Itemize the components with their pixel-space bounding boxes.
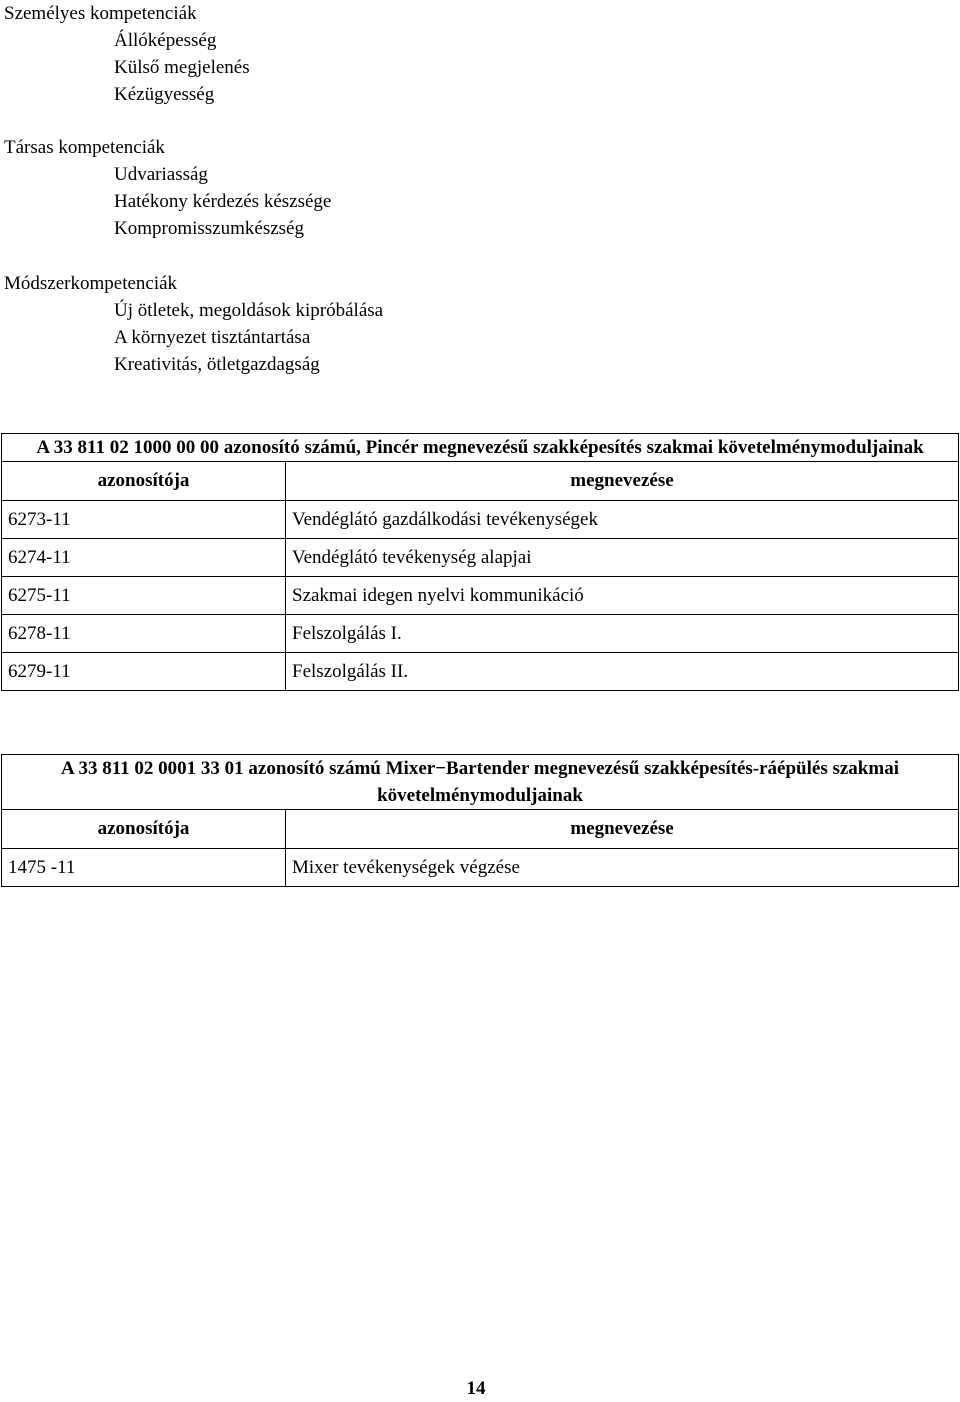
competency-item: Kézügyesség — [114, 84, 215, 105]
module-name: Felszolgálás I. — [286, 615, 959, 653]
module-id: 1475 -11 — [2, 849, 286, 887]
table-header-row — [2, 462, 959, 501]
competency-item: A környezet tisztántartása — [114, 327, 311, 348]
competency-item: Állóképesség — [114, 30, 217, 51]
module-name: Mixer tevékenységek végzése — [286, 849, 959, 887]
table-title-row — [2, 755, 959, 810]
table-row — [2, 653, 959, 691]
table-header-row — [2, 810, 959, 849]
table-row — [2, 577, 959, 615]
module-table-pincer — [1, 433, 959, 691]
table-title: A 33 811 02 1000 00 00 azonosító számú, Pincér megnevezésű szakképesítés szakmai követelménymoduljainak — [2, 434, 959, 462]
competency-item: Kreativitás, ötletgazdagság — [114, 354, 320, 375]
competency-item: Külső megjelenés — [114, 57, 250, 78]
table-title: A 33 811 02 0001 33 01 azonosító számú Mixer−Bartender megnevezésű szakképesítés-ráépülés szakmai követelménymoduljainak — [2, 755, 959, 810]
table-row — [2, 501, 959, 539]
module-name: Vendéglátó tevékenység alapjai — [286, 539, 959, 577]
column-header-name: megnevezése — [286, 462, 959, 501]
table-row — [2, 615, 959, 653]
competency-section-social — [4, 134, 331, 242]
column-header-name: megnevezése — [286, 810, 959, 849]
competency-item: Új ötletek, megoldások kipróbálása — [114, 300, 384, 321]
table-title-row — [2, 434, 959, 462]
module-name: Felszolgálás II. — [286, 653, 959, 691]
module-name: Vendéglátó gazdálkodási tevékenységek — [286, 501, 959, 539]
competency-section-method — [4, 270, 383, 378]
table-row — [2, 849, 959, 887]
section-heading: Módszerkompetenciák — [4, 273, 178, 294]
section-heading: Személyes kompetenciák — [4, 3, 197, 24]
table-row — [2, 539, 959, 577]
module-id: 6274-11 — [2, 539, 286, 577]
module-id: 6275-11 — [2, 577, 286, 615]
column-header-id: azonosítója — [2, 462, 286, 501]
competency-item: Hatékony kérdezés készsége — [114, 191, 332, 212]
module-id: 6273-11 — [2, 501, 286, 539]
column-header-id: azonosítója — [2, 810, 286, 849]
module-name: Szakmai idegen nyelvi kommunikáció — [286, 577, 959, 615]
competency-item: Udvariasság — [114, 164, 208, 185]
section-heading: Társas kompetenciák — [4, 137, 165, 158]
module-id: 6279-11 — [2, 653, 286, 691]
module-id: 6278-11 — [2, 615, 286, 653]
competency-section-personal — [4, 0, 250, 108]
page-number: 14 — [466, 1378, 486, 1399]
competency-item: Kompromisszumkészség — [114, 218, 304, 239]
module-table-mixer — [1, 754, 959, 887]
